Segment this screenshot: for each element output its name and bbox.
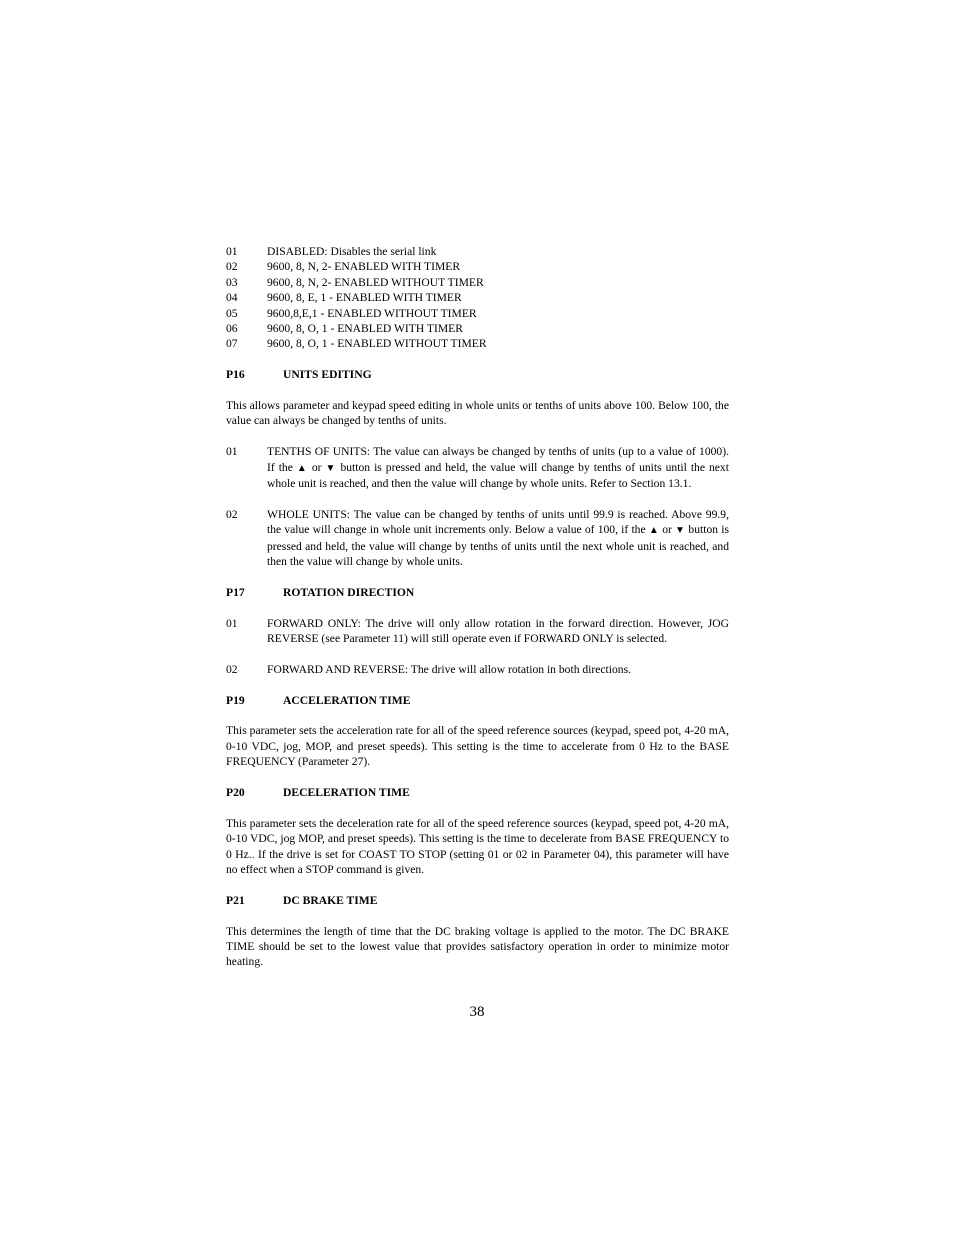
- section-code: P16: [226, 368, 245, 382]
- serial-option-item: [226, 275, 729, 290]
- option-text: 9600, 8, O, 1 - ENABLED WITHOUT TIMER: [267, 337, 487, 351]
- text-part: button is pressed and held, the value will change by tenths of units until the next whole unit is reached, and then the value will change by whole units.: [267, 523, 729, 569]
- spacer: [226, 770, 729, 785]
- option-item: [226, 444, 729, 491]
- option-number: 02: [226, 260, 238, 274]
- option-text: 9600, 8, N, 2- ENABLED WITHOUT TIMER: [267, 275, 484, 289]
- section-header-p21: [226, 893, 729, 908]
- paragraph: This parameter sets the deceleration rate for all of the speed reference sources (keypad, speed pot, 4-20 mA, 0-10 VDC, jog MOP, and preset speeds). This setting is the time to decelerate from BASE FREQUENCY to 0 Hz.. If the drive is set for COAST TO STOP (setting 01 or 02 in Parameter 04), this parameter will have no effect when a STOP command is given.: [226, 816, 729, 877]
- spacer: [226, 352, 729, 367]
- serial-option-item: [226, 259, 729, 274]
- option-number: 05: [226, 306, 238, 320]
- option-number: 07: [226, 337, 238, 351]
- option-item: [226, 616, 729, 647]
- section-title: UNITS EDITING: [283, 368, 372, 382]
- spacer: [226, 877, 729, 892]
- down-arrow-icon: ▼: [675, 525, 686, 537]
- text-part: or: [662, 523, 672, 537]
- section-code: P17: [226, 585, 245, 599]
- option-number: 03: [226, 275, 238, 289]
- spacer: [226, 600, 729, 615]
- serial-option-item: [226, 306, 729, 321]
- spacer: [226, 800, 729, 815]
- option-item: [226, 507, 729, 570]
- section-title: DC BRAKE TIME: [283, 893, 378, 907]
- down-arrow-icon: ▼: [325, 462, 337, 474]
- up-arrow-icon: ▲: [296, 462, 308, 474]
- spacer: [226, 908, 729, 923]
- option-text: 9600, 8, N, 2- ENABLED WITH TIMER: [267, 260, 461, 274]
- serial-options-list: [226, 244, 729, 352]
- section-header-p20: [226, 785, 729, 800]
- section-title: ROTATION DIRECTION: [283, 585, 415, 599]
- serial-option-item: [226, 290, 729, 305]
- option-text: FORWARD ONLY: The drive will only allow rotation in the forward direction. However, JOG REVERSE (see Parameter 11) will still operate even if FORWARD ONLY is selected.: [267, 616, 729, 646]
- section-title: DECELERATION TIME: [283, 786, 410, 800]
- paragraph: This determines the length of time that the DC braking voltage is applied to the motor. The DC BRAKE TIME should be set to the lowest value that provides satisfactory operation in order to minimize motor heating.: [226, 924, 729, 969]
- text-part: or: [311, 460, 322, 474]
- section-code: P20: [226, 786, 245, 800]
- section-header-p16: [226, 367, 729, 382]
- option-text: 9600, 8, O, 1 - ENABLED WITH TIMER: [267, 322, 464, 336]
- option-text: [267, 444, 729, 491]
- section-code: P19: [226, 693, 245, 707]
- page-number: 38: [469, 1004, 485, 1020]
- text-part: button is pressed and held, the value will change by tenths of units until the next whole unit is reached, and then the value will change by whole units. Refer to Section 13.1.: [267, 460, 729, 491]
- option-number: 01: [226, 616, 238, 630]
- up-arrow-icon: ▲: [648, 525, 659, 537]
- option-number: 04: [226, 291, 238, 305]
- text-part: WHOLE UNITS: The value can be changed by tenths of units until 99.9 is reached. Above 99.9, the value will change in whole unit increments only. Below a value of 100, if the: [267, 507, 729, 537]
- option-text: 9600, 8, E, 1 - ENABLED WITH TIMER: [267, 291, 462, 305]
- text-part: TENTHS OF UNITS: The value can always be changed by tenths of units (up to a value of 1000). If the: [267, 445, 729, 474]
- section-header-p19: [226, 693, 729, 708]
- serial-option-item: [226, 336, 729, 351]
- option-number: 01: [226, 245, 238, 258]
- paragraph: This allows parameter and keypad speed editing in whole units or tenths of units above 100. Below 100, the value can always be changed by tenths of units.: [226, 399, 729, 428]
- spacer: [226, 646, 729, 661]
- spacer: [226, 677, 729, 692]
- serial-option-item: [226, 244, 729, 259]
- spacer: [226, 429, 729, 444]
- serial-option-item: [226, 321, 729, 336]
- spacer: [226, 491, 729, 506]
- section-code: P21: [226, 893, 245, 907]
- option-text: FORWARD AND REVERSE: The drive will allow rotation in both directions.: [267, 662, 632, 676]
- option-text: DISABLED: Disables the serial link: [267, 245, 437, 258]
- option-number: 02: [226, 507, 238, 521]
- section-header-p17: [226, 585, 729, 600]
- option-number: 02: [226, 662, 238, 676]
- page-content: [226, 244, 729, 970]
- option-text: [267, 507, 729, 570]
- option-text: 9600,8,E,1 - ENABLED WITHOUT TIMER: [267, 306, 477, 320]
- spacer: [226, 383, 729, 398]
- paragraph: This parameter sets the acceleration rate for all of the speed reference sources (keypad, speed pot, 4-20 mA, 0-10 VDC, jog, MOP, and preset speeds). This setting is the time to accelerate from 0 Hz to the BASE FREQUENCY (Parameter 27).: [226, 724, 729, 769]
- option-item: [226, 662, 729, 677]
- section-title: ACCELERATION TIME: [283, 693, 411, 707]
- option-number: 06: [226, 322, 238, 336]
- spacer: [226, 569, 729, 584]
- spacer: [226, 708, 729, 723]
- option-number: 01: [226, 445, 238, 459]
